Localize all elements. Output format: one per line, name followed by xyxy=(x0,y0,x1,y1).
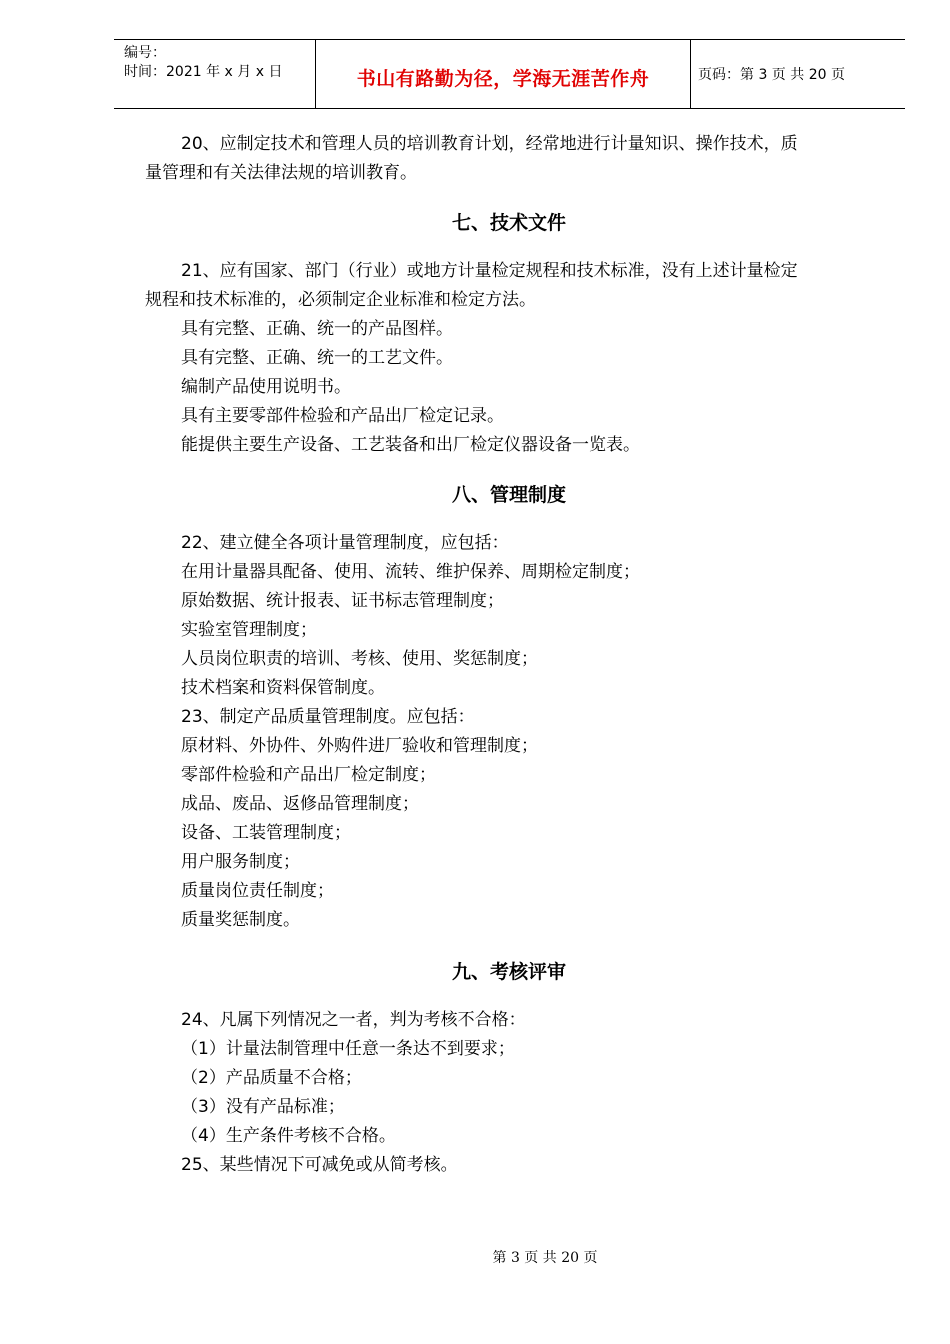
document-body xyxy=(145,130,873,1180)
item-20-line1: 20、应制定技术和管理人员的培训教育计划，经常地进行计量知识、操作技术，质 xyxy=(181,134,798,154)
assessment-line: （4）生产条件考核不合格。 xyxy=(181,1126,396,1146)
management-line: 质量奖惩制度。 xyxy=(181,910,300,930)
header-motto-cell xyxy=(315,40,691,108)
assessment-line: 25、某些情况下可减免或从简考核。 xyxy=(181,1155,458,1175)
document-number-label: 编号： xyxy=(124,45,166,61)
management-line: 原始数据、统计报表、证书标志管理制度； xyxy=(181,591,504,611)
header-motto: 书山有路勤为径，学海无涯苦作舟 xyxy=(356,68,650,90)
document-time-label: 时间：2021 年 x 月 x 日 xyxy=(124,64,283,80)
management-line: 23、制定产品质量管理制度。应包括： xyxy=(181,707,475,727)
management-line: 成品、废品、返修品管理制度； xyxy=(181,794,419,814)
item-21-line1: 21、应有国家、部门（行业）或地方计量检定规程和技术标准，没有上述计量检定 xyxy=(181,261,798,281)
management-line: 零部件检验和产品出厂检定制度； xyxy=(181,765,436,785)
tech-doc-item: 具有主要零部件检验和产品出厂检定记录。 xyxy=(181,406,504,426)
item-21-line2: 规程和技术标准的，必须制定企业标准和检定方法。 xyxy=(145,290,536,310)
page-footer xyxy=(0,1247,950,1267)
item-20-line2: 量管理和有关法律法规的培训教育。 xyxy=(145,163,417,183)
management-line: 设备、工装管理制度； xyxy=(181,823,351,843)
management-line: 原材料、外协件、外购件进厂验收和管理制度； xyxy=(181,736,538,756)
management-line: 质量岗位责任制度； xyxy=(181,881,334,901)
section-heading-management: 八、管理制度 xyxy=(451,484,566,506)
management-line: 实验室管理制度； xyxy=(181,620,317,640)
tech-doc-item: 能提供主要生产设备、工艺装备和出厂检定仪器设备一览表。 xyxy=(181,435,640,455)
header-page-code: 页码：第 3 页 共 20 页 xyxy=(698,67,845,83)
management-line: 在用计量器具配备、使用、流转、维护保养、周期检定制度； xyxy=(181,562,640,582)
management-line: 22、建立健全各项计量管理制度，应包括： xyxy=(181,533,509,553)
assessment-line: （1）计量法制管理中任意一条达不到要求； xyxy=(181,1039,515,1059)
assessment-line: 24、凡属下列情况之一者，判为考核不合格： xyxy=(181,1010,526,1030)
footer-page-number: 第 3 页 共 20 页 xyxy=(492,1250,598,1266)
section-heading-tech-docs: 七、技术文件 xyxy=(451,212,566,234)
document-header xyxy=(114,39,905,109)
tech-doc-item: 具有完整、正确、统一的产品图样。 xyxy=(181,319,453,339)
tech-doc-item: 编制产品使用说明书。 xyxy=(181,377,351,397)
section-heading-assessment: 九、考核评审 xyxy=(451,961,566,983)
header-page-cell xyxy=(690,40,905,108)
assessment-line: （3）没有产品标准； xyxy=(181,1097,345,1117)
management-line: 人员岗位职责的培训、考核、使用、奖惩制度； xyxy=(181,649,538,669)
assessment-line: （2）产品质量不合格； xyxy=(181,1068,362,1088)
header-meta-cell xyxy=(114,40,315,108)
tech-doc-item: 具有完整、正确、统一的工艺文件。 xyxy=(181,348,453,368)
management-line: 用户服务制度； xyxy=(181,852,300,872)
management-line: 技术档案和资料保管制度。 xyxy=(181,678,385,698)
